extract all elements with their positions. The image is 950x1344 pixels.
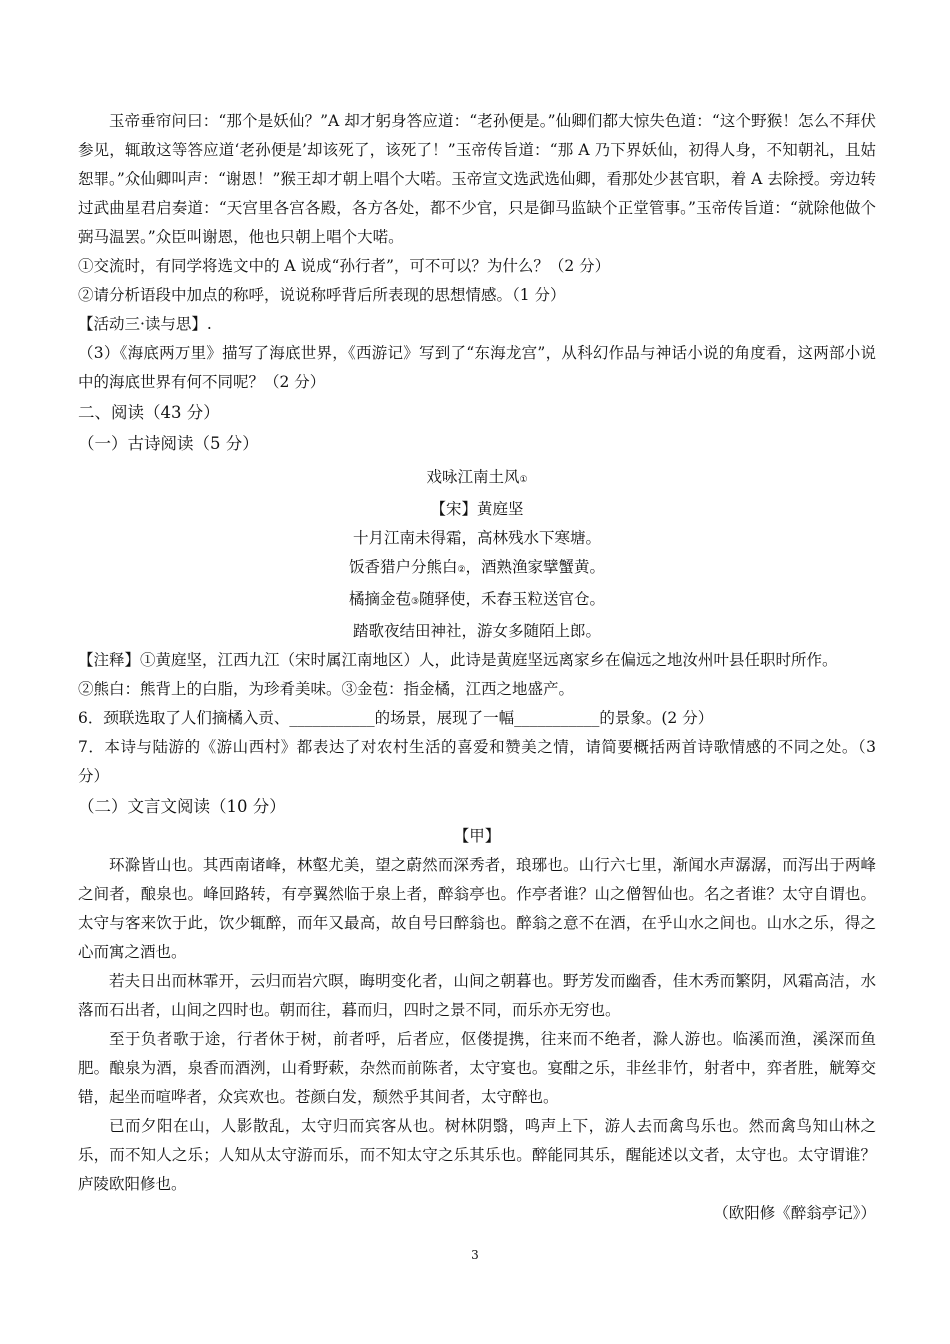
poem-notes-2: ②熊白：熊背上的白脂，为珍肴美味。③金苞：指金橘，江西之地盛产。: [78, 680, 575, 698]
section-heading-classical: （二）文言文阅读（10 分）: [78, 797, 286, 816]
poem-title: 戏咏江南土风①: [426, 468, 528, 486]
question-2: ②请分析语段中加点的称呼，说说称呼背后所表现的思想情感。（1 分）: [78, 286, 566, 304]
poem-author: 【宋】黄庭坚: [430, 500, 524, 518]
question-3: （3）《海底两万里》描写了海底世界，《西游记》写到了“东海龙宫”，从科幻作品与神话小说的角度看，这两部小说中的海底世界有何不同呢？（2 分）: [78, 344, 876, 391]
text-source: （欧阳修《醉翁亭记》）: [713, 1204, 876, 1222]
activity-heading: 【活动三·读与思】.: [78, 315, 212, 333]
classical-paragraph-4: 已而夕阳在山，人影散乱，太守归而宾客从也。树林阴翳，鸣声上下，游人去而禽鸟乐也。然而禽鸟知山林之乐，而不知人之乐；人知从太守游而乐，而不知太守之乐其乐也。醉能同其乐，醒能述以文者，太守也。太守谓谁？庐陵欧阳修也。: [78, 1117, 876, 1193]
question-1: ①交流时，有同学将选文中的 A 说成“孙行者”，可不可以？为什么？（2 分）: [78, 257, 611, 275]
classical-paragraph-1: 环滁皆山也。其西南诸峰，林壑尤美，望之蔚然而深秀者，琅琊也。山行六七里，渐闻水声潺潺，而泻出于两峰之间者，酿泉也。峰回路转，有亭翼然临于泉上者，醉翁亭也。作亭者谁？山之僧智仙也。名之者谁？太守自谓也。太守与客来饮于此，饮少辄醉，而年又最高，故自号曰醉翁也。醉翁之意不在酒，在乎山水之间也。山水之乐，得之心而寓之酒也。: [78, 856, 876, 961]
classical-paragraph-3: 至于负者歌于途，行者休于树，前者呼，后者应，伛偻提携，往来而不绝者，滁人游也。临溪而渔，溪深而鱼肥。酿泉为酒，泉香而酒洌，山肴野蔌，杂然而前陈者，太守宴也。宴酣之乐，非丝非竹，射者中，弈者胜，觥筹交错，起坐而喧哗者，众宾欢也。苍颜白发，颓然乎其间者，太守醉也。: [78, 1030, 876, 1106]
poem-line-4: 踏歌夜结田神社，游女多随陌上郎。: [352, 622, 601, 640]
question-7: 7．本诗与陆游的《游山西村》都表达了对农村生活的喜爱和赞美之情，请简要概括两首诗歌情感的不同之处。（3 分）: [78, 738, 876, 785]
poem-line-1: 十月江南未得霜，高林残水下寒塘。: [352, 529, 601, 547]
poem-line-2: 饭香猎户分熊白②，酒熟渔家擘蟹黄。: [348, 558, 606, 576]
text-label-jia: 【甲】: [453, 827, 501, 845]
poem-notes: 【注释】①黄庭坚，江西九江（宋时属江南地区）人，此诗是黄庭坚远离家乡在偏远之地汝州叶县任职时所作。: [78, 651, 838, 669]
section-heading-poem: （一）古诗阅读（5 分）: [78, 434, 259, 453]
page-number: 3: [471, 1248, 479, 1262]
question-6: 6．颈联选取了人们摘橘入贡、___________的场景，展现了一幅___________的景象。(2 分）: [78, 709, 714, 727]
passage-paragraph: 玉帝垂帘问曰：“那个是妖仙？”A 却才躬身答应道：“老孙便是。”仙卿们都大惊失色道：“这个野猴！怎么不拜伏参见，辄敢这等答应道‘老孙便是’却该死了，该死了！”玉帝传旨道：“那 A 乃下界妖仙，初得人身，不知朝礼，且姑恕罪。”众仙卿叫声：“谢恩！”猴王却才朝上唱个大喏。玉帝宣文选武选仙卿，看那处少甚官职，着 A 去除授。旁边转过武曲星君启奏道：“天宫里各宫各殿，各方各处，都不少官，只是御马监缺个正堂管事。”玉帝传旨道：“就除他做个弼马温罢。”众臣叫谢恩，他也只朝上唱个大喏。: [78, 112, 876, 246]
document-page: [78, 107, 876, 1228]
section-heading-reading: 二、阅读（43 分）: [78, 403, 220, 422]
poem-line-3: 橘摘金苞③随驿使，禾舂玉粒送官仓。: [348, 590, 606, 608]
classical-paragraph-2: 若夫日出而林霏开，云归而岩穴暝，晦明变化者，山间之朝暮也。野芳发而幽香，佳木秀而繁阴，风霜高洁，水落而石出者，山间之四时也。朝而往，暮而归，四时之景不同，而乐亦无穷也。: [78, 972, 876, 1019]
